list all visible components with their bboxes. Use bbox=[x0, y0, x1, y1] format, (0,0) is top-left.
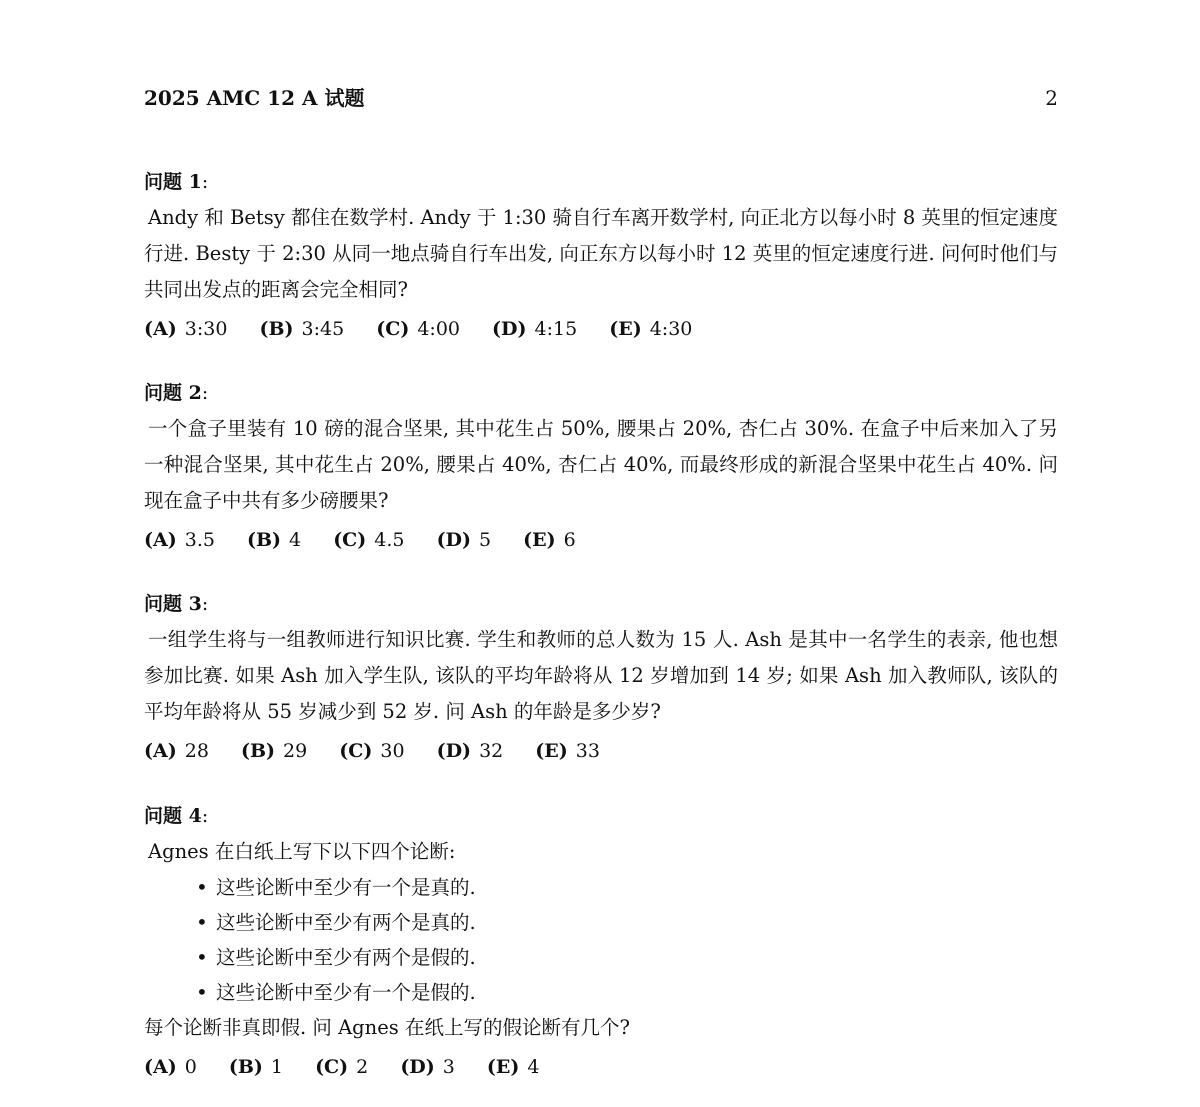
problem-intro: Agnes 在白纸上写下以下四个论断: bbox=[148, 840, 456, 863]
choice-b: (B) 29 bbox=[240, 740, 308, 762]
problem-statement: 一组学生将与一组教师进行知识比赛. 学生和教师的总人数为 15 人. Ash 是其中一名学生的表亲, 他也想参加比赛. 如果 Ash 加入学生队, 该队的平均年龄将从 12 岁增加到 14 岁; 如果 Ash 加入教师队, 该队的平均年龄将从 55 岁减少到 52 岁. 问 Ash 的年龄是多少岁? bbox=[144, 628, 1058, 723]
choice-a: (A) 3:30 bbox=[144, 318, 228, 340]
choice-e: (E) 4:30 bbox=[609, 318, 693, 340]
choice-c: (C) 30 bbox=[339, 740, 405, 762]
choice-d: (D) 4:15 bbox=[492, 318, 578, 340]
answer-choices bbox=[144, 1052, 1058, 1082]
problem-1 bbox=[144, 168, 1058, 344]
answer-choices bbox=[144, 525, 1058, 555]
choice-a: (A) 3.5 bbox=[144, 529, 215, 551]
page-header bbox=[144, 82, 1058, 114]
choice-c: (C) 2 bbox=[315, 1056, 369, 1078]
list-item: • 这些论断中至少有一个是真的. bbox=[196, 870, 1058, 905]
problem-title: 问题 1: bbox=[144, 171, 209, 193]
choice-d: (D) 3 bbox=[400, 1056, 455, 1078]
choice-d: (D) 32 bbox=[436, 740, 504, 762]
problem-title: 问题 2: bbox=[144, 382, 209, 404]
choice-c: (C) 4:00 bbox=[376, 318, 460, 340]
answer-choices bbox=[144, 736, 1058, 766]
page-number: 2 bbox=[1045, 86, 1058, 110]
choice-d: (D) 5 bbox=[436, 529, 492, 551]
choice-a: (A) 0 bbox=[144, 1056, 197, 1078]
choice-e: (E) 6 bbox=[523, 529, 576, 551]
choice-c: (C) 4.5 bbox=[333, 529, 405, 551]
list-item: • 这些论断中至少有一个是假的. bbox=[196, 975, 1058, 1010]
choice-b: (B) 3:45 bbox=[259, 318, 345, 340]
choice-e: (E) 33 bbox=[535, 740, 600, 762]
statement-list bbox=[144, 870, 1058, 1010]
exam-title: 2025 AMC 12 A 试题 bbox=[144, 86, 365, 110]
choice-b: (B) 1 bbox=[228, 1056, 284, 1078]
problem-4 bbox=[144, 802, 1058, 1082]
choice-a: (A) 28 bbox=[144, 740, 209, 762]
choice-e: (E) 4 bbox=[486, 1056, 540, 1078]
choice-b: (B) 4 bbox=[247, 529, 302, 551]
answer-choices bbox=[144, 314, 1058, 344]
problem-title: 问题 3: bbox=[144, 593, 209, 615]
problem-statement: 一个盒子里装有 10 磅的混合坚果, 其中花生占 50%, 腰果占 20%, 杏仁占 30%. 在盒子中后来加入了另一种混合坚果, 其中花生占 20%, 腰果占 40%, 杏仁占 40%, 而最终形成的新混合坚果中花生占 40%. 问现在盒子中共有多少磅腰果? bbox=[144, 417, 1058, 512]
list-item: • 这些论断中至少有两个是真的. bbox=[196, 905, 1058, 940]
list-item: • 这些论断中至少有两个是假的. bbox=[196, 940, 1058, 975]
exam-page bbox=[144, 82, 1058, 1078]
problem-statement: Andy 和 Betsy 都住在数学村. Andy 于 1:30 骑自行车离开数学村, 向正北方以每小时 8 英里的恒定速度行进. Besty 于 2:30 从同一地点骑自行车出发, 向正东方以每小时 12 英里的恒定速度行进. 问何时他们与共同出发点的距离会完全相同? bbox=[144, 206, 1058, 301]
problem-title: 问题 4: bbox=[144, 805, 209, 827]
problem-3 bbox=[144, 590, 1058, 766]
problem-2 bbox=[144, 379, 1058, 555]
problem-question: 每个论断非真即假. 问 Agnes 在纸上写的假论断有几个? bbox=[144, 1016, 630, 1039]
